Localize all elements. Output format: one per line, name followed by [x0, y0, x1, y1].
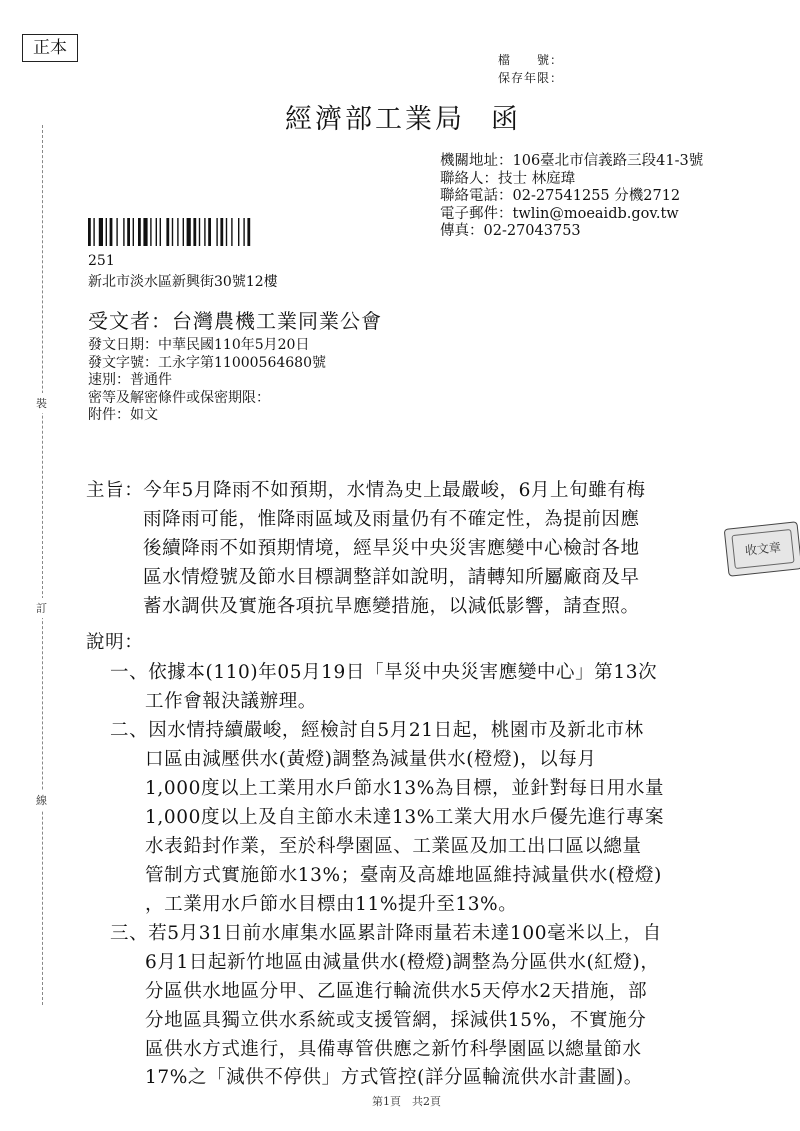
binding-mark-xian: 線 — [36, 790, 47, 810]
explanation-line: 1,000度以上工業用水戶節水13%為目標，並針對每日用水量 — [145, 778, 665, 799]
barcode-bar — [99, 218, 103, 246]
barcode-bar — [138, 218, 141, 246]
document-meta — [88, 337, 326, 425]
barcode-bar — [208, 218, 211, 246]
barcode-bar — [93, 218, 94, 246]
barcode-bar — [143, 218, 147, 246]
retention-period-label: 保存年限： — [498, 71, 564, 85]
barcode-bar — [231, 218, 232, 246]
recipient: 受文者：台灣農機工業同業公會 — [88, 309, 382, 333]
original-copy-stamp: 正本 — [22, 34, 78, 62]
explanation-line: 6月1日起新竹地區由減量供水(橙燈)調整為分區供水(紅燈)， — [145, 952, 660, 973]
barcode-bar — [199, 218, 200, 246]
subject-line: 區水情燈號及節水目標調整詳如說明，請轉知所屬廠商及早 — [143, 567, 640, 588]
contact-fax: 傳真：02-27043753 — [440, 223, 581, 239]
mail-barcode — [88, 218, 346, 246]
subject-line: 蓄水調供及實施各項抗旱應變措施，以減低影響，請查照。 — [143, 596, 640, 617]
document-type: 函 — [491, 104, 521, 135]
delivery-speed: 速別：普通件 — [88, 372, 172, 389]
confidentiality: 密等及解密條件或保密期限： — [88, 389, 270, 406]
attachment: 附件：如文 — [88, 407, 158, 424]
explanation-line: ，工業用水戶節水目標由11%提升至13%。 — [145, 894, 518, 915]
explanation-line: 分區供水地區分甲、乙區進行輪流供水5天停水2天措施，部 — [145, 981, 648, 1002]
barcode-bar — [110, 218, 113, 246]
binding-line — [42, 125, 43, 1005]
barcode-bar — [177, 218, 178, 246]
contact-block — [440, 153, 703, 241]
barcode-bar — [127, 218, 130, 246]
barcode-bar — [150, 218, 151, 246]
mailing-address: 新北市淡水區新興街30號12樓 — [88, 274, 278, 290]
subject-line: 雨降雨可能，惟降雨區域及雨量仍有不確定性，為提前因應 — [143, 509, 640, 530]
barcode-bar — [116, 218, 117, 246]
subject-line: 主旨：今年5月降雨不如預期，水情為史上最嚴峻，6月上旬雖有梅 — [86, 480, 646, 501]
explanation-item: 一、依據本(110)年05月19日「旱災中央災害應變中心」第13次 — [110, 662, 658, 683]
explanation-line: 管制方式實施節水13%；臺南及高雄地區維持減量供水(橙燈) — [145, 865, 662, 886]
contact-person: 聯絡人：技士 林庭瑋 — [440, 170, 576, 187]
explanation-item: 三、若5月31日前水庫集水區累計降雨量若未達100毫米以上，自 — [110, 923, 662, 944]
barcode-bar — [156, 218, 157, 246]
barcode-bar — [193, 218, 196, 246]
agency-name: 經濟部工業局 — [285, 104, 465, 135]
explanation-line: 水表鉛封作業，至於科學園區、工業區及加工出口區以總量 — [145, 836, 642, 857]
barcode-bar — [238, 218, 239, 246]
contact-phone: 聯絡電話：02-27541255 分機2712 — [440, 188, 681, 204]
document-title — [285, 97, 521, 136]
document-number: 發文字號：工永字第11000564680號 — [88, 354, 326, 371]
explanation-line: 分地區具獨立供水系統或支援管網，採減供15%，不實施分 — [145, 1010, 647, 1031]
binding-mark-ding: 訂 — [36, 598, 47, 618]
barcode-bar — [123, 218, 124, 246]
barcode-bar — [106, 218, 107, 246]
barcode-bar — [216, 218, 217, 246]
agency-address: 機關地址：106臺北市信義路三段41-3號 — [440, 153, 704, 169]
explanation-line: 1,000度以上及自主節水未達13%工業大用水戶優先進行專案 — [145, 807, 665, 828]
barcode-bar — [88, 218, 91, 246]
barcode-bar — [226, 218, 227, 246]
barcode-bar — [172, 218, 173, 246]
issue-date: 發文日期：中華民國110年5月20日 — [88, 337, 310, 353]
binding-mark-zhuang: 裝 — [36, 393, 47, 413]
barcode-bar — [204, 218, 205, 246]
explanation-line: 口區由減壓供水(黃燈)調整為減量供水(橙燈)，以每月 — [145, 749, 597, 770]
explanation-line: 17%之「減供不停供」方式管控(詳分區輪流供水計畫圖)。 — [145, 1067, 643, 1088]
explanation-line: 區供水方式進行，具備專管供應之新竹科學園區以總量節水 — [145, 1039, 642, 1060]
explanation-item: 二、因水情持續嚴峻，經檢討自5月21日起，桃園市及新北市林 — [110, 720, 644, 741]
received-seal-text: 收文章 — [731, 529, 794, 569]
page-footer: 第1頁 共2頁 — [372, 1095, 441, 1108]
barcode-bar — [247, 218, 250, 246]
explanation-heading: 說明： — [86, 632, 144, 653]
received-seal — [724, 521, 800, 576]
postal-code: 251 — [88, 253, 115, 269]
barcode-bar — [160, 218, 161, 246]
barcode-bar — [166, 218, 169, 246]
barcode-bar — [220, 218, 223, 246]
barcode-bar — [183, 218, 184, 246]
explanation-line: 工作會報決議辦理。 — [145, 691, 317, 712]
barcode-bar — [133, 218, 134, 246]
contact-email: 電子郵件：twlin@moeaidb.gov.tw — [440, 205, 679, 222]
archive-number-label: 檔 號： — [498, 53, 564, 67]
subject-line: 後續降雨不如預期情境，經旱災中央災害應變中心檢討各地 — [143, 538, 640, 559]
barcode-bar — [243, 218, 244, 246]
barcode-bar — [187, 218, 191, 246]
